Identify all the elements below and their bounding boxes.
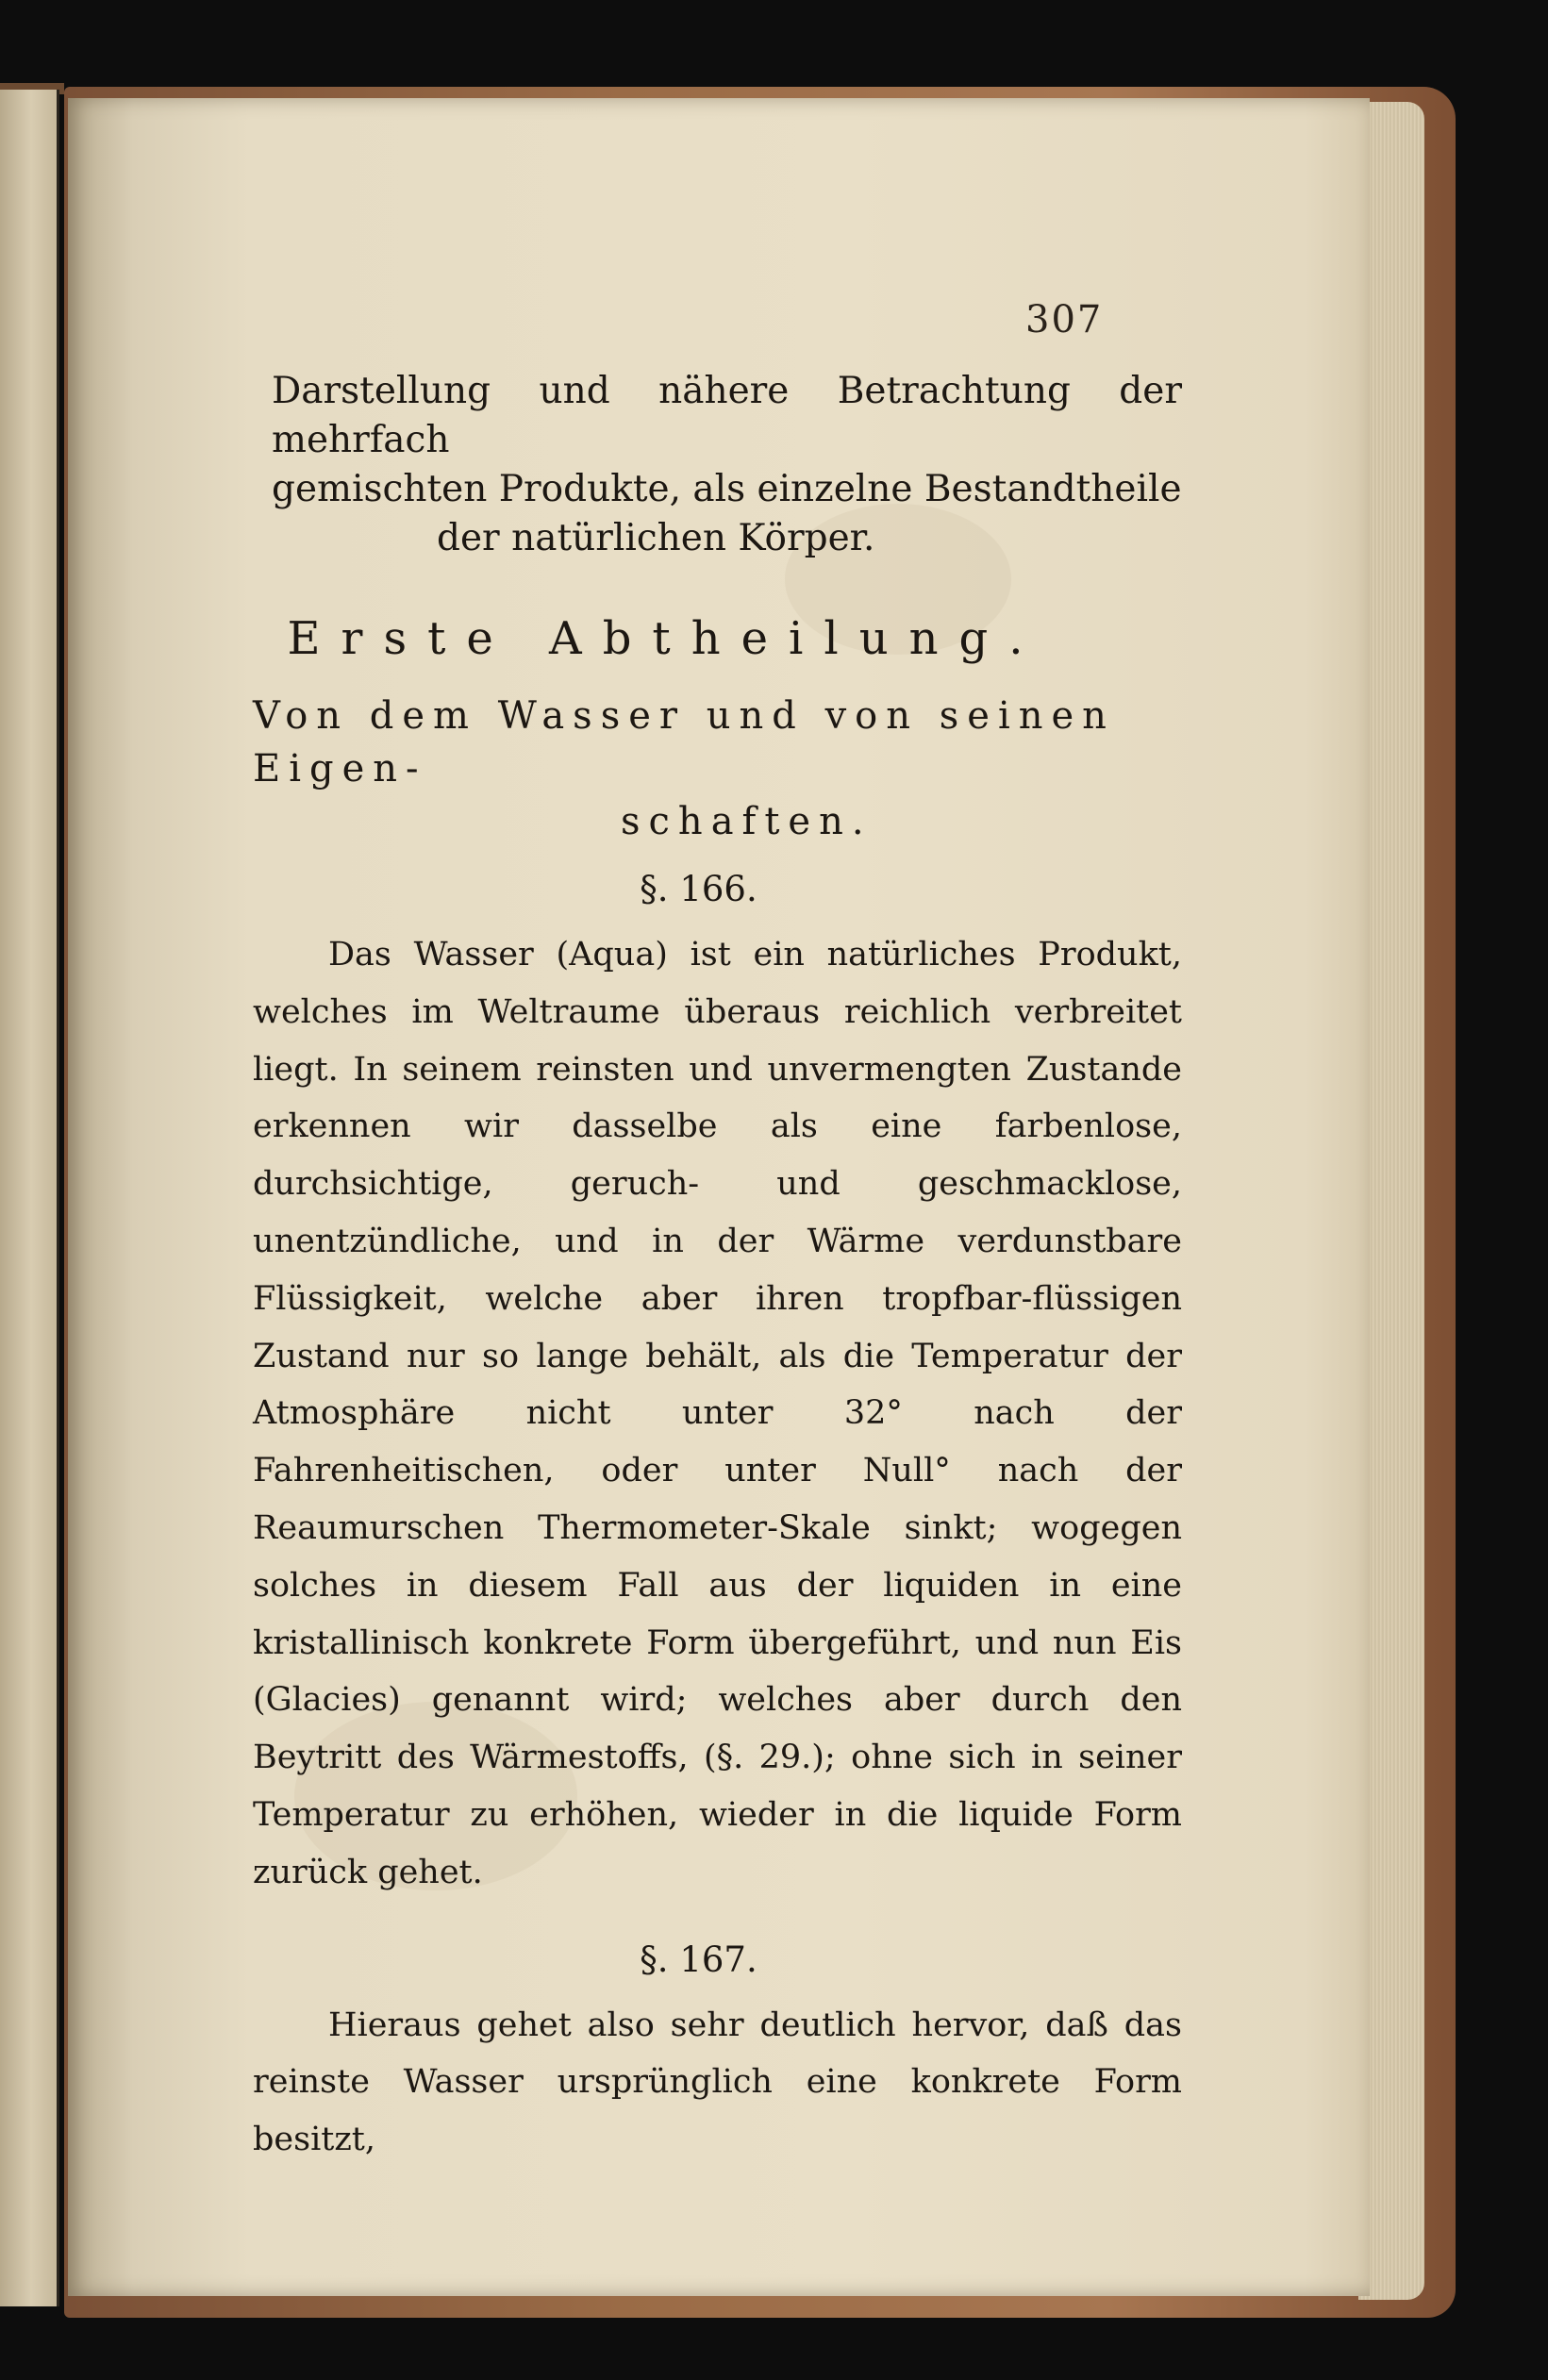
book-page bbox=[68, 98, 1370, 2296]
section-heading: Erste Abtheilung. bbox=[287, 612, 1044, 665]
subheading-line: schaften. bbox=[621, 800, 873, 843]
paragraph-text: Hieraus gehet also sehr deutlich hervor, daß das reinste Wasser ursprünglich eine konkrete Form besitzt, bbox=[253, 2006, 1182, 2159]
chapter-title bbox=[253, 367, 1182, 563]
paragraph-mark: §. 166. bbox=[640, 869, 757, 909]
subheading-line: Von dem Wasser und von seinen Eigen- bbox=[253, 694, 1115, 791]
left-page-edge bbox=[0, 90, 59, 2306]
paragraph-text: Das Wasser (Aqua) ist ein natürliches Produkt, welches im Weltraume überaus reichlich verbreitet liegt. In seinem reinsten und unvermengten Zustande erkennen wir dasselbe als eine farbenlose, durchsichtige, geruch- und geschmacklose, unentzündliche, und in der Wärme verdunstbare Flüssigkeit, welche aber ihren tropfbar-flüssigen Zustand nur so lange behält, als die Temperatur der Atmosphäre nicht unter 32° nach der Fahrenheitischen, oder unter Null° nach der Reaumurschen Thermometer-Skale sinkt; wogegen solches in diesem Fall aus der liquiden in eine kristallinisch konkrete Form übergeführt, und nun Eis (Glacies) genannt wird; welches aber durch den Beytritt des Wärmestoffs, (§. 29.); ohne sich in seiner Temperatur zu erhöhen, wieder in die liquide Form zurück gehet. bbox=[253, 936, 1182, 1891]
chapter-title-line: Darstellung und nähere Betrachtung der mehrfach bbox=[272, 370, 1182, 461]
chapter-title-line: gemischten Produkte, als einzelne Bestandtheile bbox=[272, 468, 1182, 510]
subheading bbox=[253, 690, 1182, 848]
page-text-block bbox=[253, 367, 1182, 2169]
paragraph-mark: §. 167. bbox=[640, 1939, 757, 1980]
page-number: 307 bbox=[1025, 298, 1104, 341]
chapter-title-line: der natürlichen Körper. bbox=[437, 517, 875, 559]
